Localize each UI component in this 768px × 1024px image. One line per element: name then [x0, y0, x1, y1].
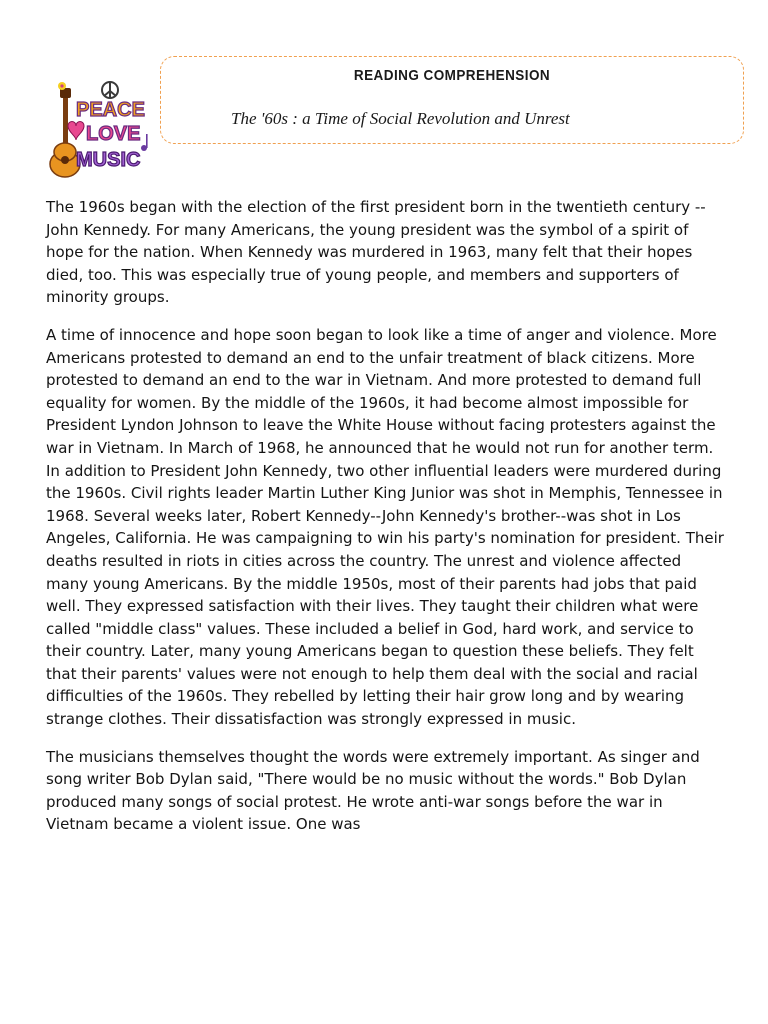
article-body: [46, 196, 726, 851]
music-note-icon: [141, 134, 148, 151]
logo-word-love: LOVE: [86, 123, 141, 145]
peace-sign-icon: [102, 82, 118, 98]
section-label: READING COMPREHENSION: [353, 67, 551, 84]
flower-icon: [58, 82, 66, 90]
page-title: The '60s : a Time of Social Revolution and Unrest: [231, 109, 570, 128]
paragraph-2: A time of innocence and hope soon began to look like a time of anger and violence. More Americans protested to demand an end to the unfair treatment of black citizens. More protested to demand an end to the war in Vietnam. And more protested to demand full equality for women. By the middle of the 1960s, it had become almost impossible for President Lyndon Johnson to leave the White House without facing protesters against the war in Vietnam. In March of 1968, he announced that he would not run for another term. In addition to President John Kennedy, two other influential leaders were murdered during the 1960s. Civil rights leader Martin Luther King Junior was shot in Memphis, Tennessee in 1968. Several weeks later, Robert Kennedy--John Kennedy's brother--was shot in Los Angeles, California. He was campaigning to win his party's nomination for president. Their deaths resulted in riots in cities across the country. The unrest and violence affected many young Americans. By the middle 1950s, most of their parents had jobs that paid well. They expressed satisfaction with their lives. They taught their children what were called "middle class" values. These included a belief in God, hard work, and service to their country. Later, many young Americans began to question these beliefs. They felt that their parents' values were not enough to help them deal with the social and racial difficulties of the 1960s. They rebelled by letting their hair grow long and by wearing strange clothes. Their dissatisfaction was strongly expressed in music.: [46, 325, 724, 729]
peace-love-music-logo: [38, 80, 156, 188]
header-box: [160, 56, 744, 144]
logo-word-music: MUSIC: [76, 149, 141, 171]
paragraph-3: The musicians themselves thought the words were extremely important. As singer and song writer Bob Dylan said, "There would be no music without the words." Bob Dylan produced many songs of social protest. He wrote anti-war songs before the war in Vietnam became a violent issue. One was: [46, 747, 700, 834]
logo-word-peace: PEACE: [76, 99, 145, 121]
heart-icon: [68, 122, 84, 141]
paragraph-1: The 1960s began with the election of the first president born in the twentieth century -- John Kennedy. For many Americans, the young president was the symbol of a spirit of hope for the nation. When Kennedy was murdered in 1963, many felt that their hopes died, too. This was especially true of young people, and members and supporters of minority groups.: [46, 198, 706, 307]
